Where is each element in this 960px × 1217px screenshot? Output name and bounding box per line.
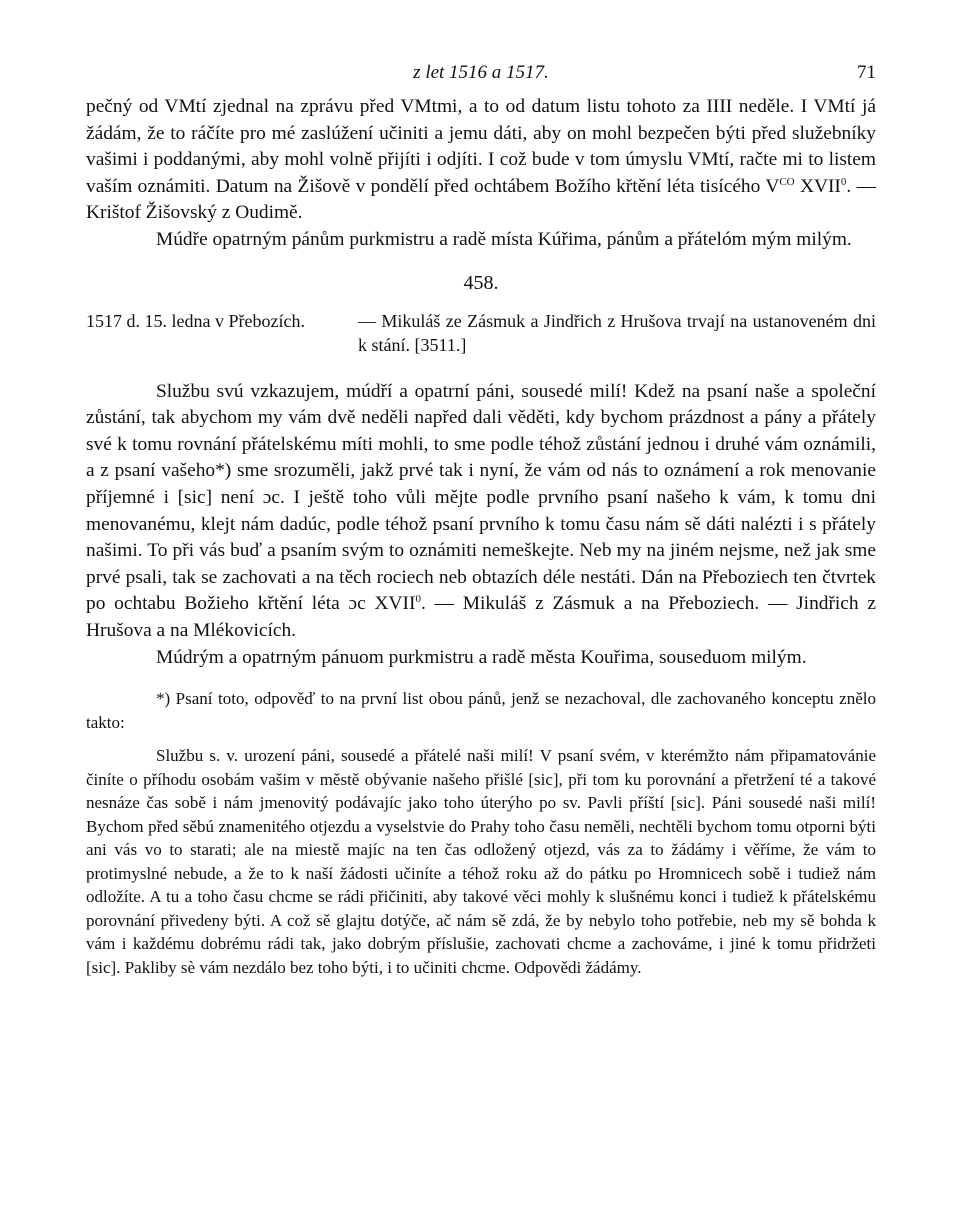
running-title: z let 1516 a 1517.: [413, 62, 549, 83]
previous-letter-end: [86, 94, 876, 254]
letter-address: Múdrým a opatrným pánuom purkmistru a radě města Kouřima, souseduom milým.: [156, 646, 807, 668]
document-page: [86, 58, 876, 979]
document-number: 458.: [463, 271, 499, 294]
page-number: 71: [857, 62, 876, 83]
page-header: [86, 58, 876, 88]
letter-body: [86, 379, 876, 672]
footnote-intro: *) Psaní toto, odpověď to na první list obou pánů, jenž se nezachoval, dle zachovaného konceptu znělo takto:: [86, 689, 876, 732]
previous-letter-address: Múdře opatrným pánům purkmistru a radě místa Kúřima, pánům a přátelóm mým milým.: [156, 228, 852, 250]
footnote-body: Službu s. v. urození páni, sousedé a přátelé naši milí! V psaní svém, v kterémžto nám připamatovánie činíte o příhodu osobám vašim v městě obývanie našeho přišlé [sic], při tom ku porovnání a přetržení té a takové nesnáze čas sobě i nám jmenovitý podávajíc jako toho úterýho po sv. Pavli příští [sic]. Páni sousedé naši milí! Bychom před sěbú znamenitého otjezdu a vyselstvie do Prahy toho času neměli, nechtěli bychom tomu otporni býti ani vás vo to starati; ale na miestě majíc na ten čas odložený otjezd, vás za to žádámy i věříme, že vám to protimyslné nebude, a že to k naší žádosti učiníte a téhož roku až do pátku po Hromnicech sobě i tudiež nám odložíte. A tu a toho času chcme se rádi přičiniti, aby takové věci mohly k slušnému konci i tudiež k přátelskému porovnání přivedeny býti. A což sě glajtu dotýče, ač nám sě zdá, že by nebylo toho potřebie, neb my sě bohda k vám i každému dobrému rádi tak, jako dobrým příslušie, zachovati chcme a zachováme, i jiné k tomu přidržeti [sic]. Pakliby sè vám nezdálo bez toho býti, i to učiniti chcme. Odpovědi žádámy.: [86, 746, 876, 977]
footnote: [86, 687, 876, 979]
previous-letter-text: pečný od VMtí zjednal na zprávu před VMtmi, a to od datum listu tohoto za IIII neděle. I VMtí já žádám, že to ráčíte pro mé zaslúžení učiniti a jemu dáti, aby on mohl bezpečen býti před služebníky vašimi i poddanými, aby mohl volně přijíti i odjíti. I což bude v tom úmyslu VMtí, račte mi to listem vaším oznámiti. Datum na Žišově v pondělí před ochtábem Božího křtění léta tisícého $V^{CO}$ XVII$^0$. — Krištof Žišovský z Oudimě.: [86, 96, 876, 224]
letter-text: Službu svú vzkazujem, múdří a opatrní páni, sousedé milí! Kdež na psaní naše a společní zůstání, tak abychom my vám dvě neděli napřed dali věděti, kdy bychom prázdnost a pány a přátely své k tomu rovnání přátelskému míti mohli, to sme podle téhož zůstání jednou i druhé vám oznámili, a z psaní vašeho*) sme srozuměli, jakž prvé tak i nyní, že vám od nás to oznámení a rok menovanie příjemné i [sic] není ɔc. I ještě toho vůli mějte podle prvního psaní našeho k vám, k tomu dni menovanému, klejt nám dadúc, podle téhož psaní prvního k tomu času nám sě dáti nalézti i s přátely našimi. To při vás buď a psaním svým to oznámiti nemeškejte. Neb my na jiném nejsme, než jak sme prvé psali, tak se zachovati a na těch rociech neb obtazích déle nestáti. Dán na Přeboziech ten čtvrtek po ochtabu Božieho křtění léta ɔc XVII$^0$. — Mikuláš z Zásmuk a na Přeboziech. — Jindřich z Hrušova a na Mlékovicích.: [86, 380, 876, 641]
document-date: 1517 d. 15. ledna v Přebozích.: [86, 310, 305, 331]
document-regest: [86, 309, 876, 357]
regest-text: — Mikuláš ze Zásmuk a Jindřich z Hrušova trvají na ustanoveném dni k stání. [3511.]: [358, 310, 876, 355]
